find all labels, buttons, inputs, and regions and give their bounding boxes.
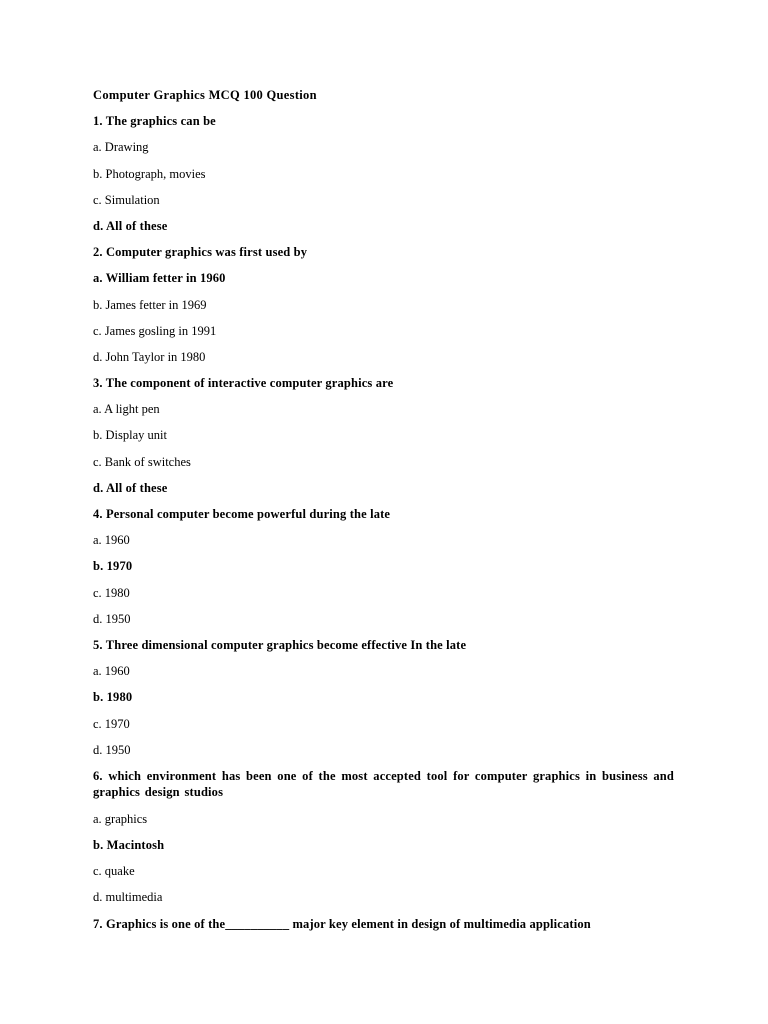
answer-1d: d. All of these — [93, 218, 168, 233]
question-2: 2. Computer graphics was first used by — [93, 245, 308, 260]
option-5c: c. 1970 — [93, 716, 130, 731]
option-3b: b. Display unit — [93, 428, 167, 443]
option-1a: a. Drawing — [93, 140, 149, 155]
option-2b: b. James fetter in 1969 — [93, 297, 207, 312]
question-5: 5. Three dimensional computer graphics become effective In the late — [93, 637, 467, 652]
option-2d: d. John Taylor in 1980 — [93, 349, 206, 364]
option-4d: d. 1950 — [93, 611, 131, 626]
answer-3d: d. All of these — [93, 480, 168, 495]
question-3: 3. The component of interactive computer graphics are — [93, 376, 394, 391]
option-4a: a. 1960 — [93, 533, 130, 548]
option-1b: b. Photograph, movies — [93, 166, 206, 181]
answer-2a: a. William fetter in 1960 — [93, 271, 226, 286]
question-7: 7. Graphics is one of the__________ major key element in design of multimedia application — [93, 916, 591, 931]
option-5a: a. 1960 — [93, 664, 130, 679]
option-1c: c. Simulation — [93, 192, 160, 207]
option-3c: c. Bank of switches — [93, 454, 191, 469]
question-6: 6. which environment has been one of the most accepted tool for computer graphics in business and graphics design studios — [93, 768, 674, 799]
option-2c: c. James gosling in 1991 — [93, 323, 217, 338]
answer-4b: b. 1970 — [93, 559, 133, 574]
answer-6b: b. Macintosh — [93, 838, 165, 853]
option-6d: d. multimedia — [93, 890, 163, 905]
answer-5b: b. 1980 — [93, 690, 133, 705]
document-title: Computer Graphics MCQ 100 Question — [93, 88, 317, 102]
document-body — [93, 86, 674, 941]
question-4: 4. Personal computer become powerful during the late — [93, 507, 391, 521]
option-6c: c. quake — [93, 864, 135, 879]
option-3a: a. A light pen — [93, 402, 160, 417]
question-1: 1. The graphics can be — [93, 114, 216, 129]
option-4c: c. 1980 — [93, 585, 130, 600]
option-5d: d. 1950 — [93, 742, 131, 757]
option-6a: a. graphics — [93, 811, 148, 826]
